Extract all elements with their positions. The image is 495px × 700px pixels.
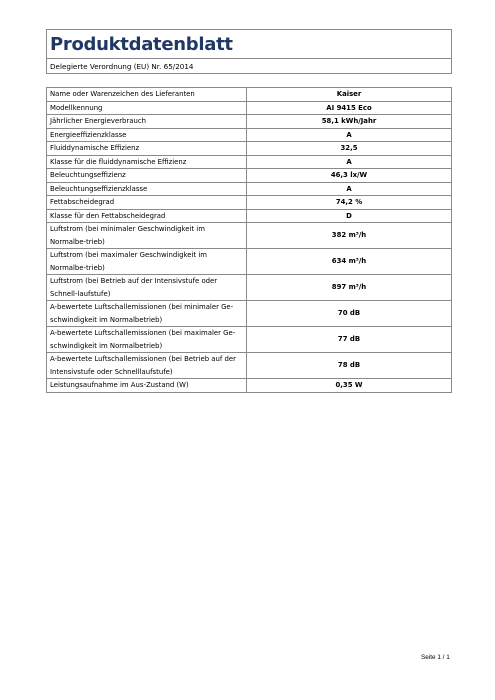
row-value: 0,35 W: [247, 379, 452, 393]
row-value: A: [247, 182, 452, 196]
row-label: Beleuchtungseffizienz: [47, 169, 247, 183]
table-row: [47, 128, 452, 142]
row-label: Fluiddynamische Effizienz: [47, 142, 247, 156]
regulation-box: [46, 59, 452, 74]
table-row: [47, 182, 452, 196]
regulation-text: Delegierte Verordnung (EU) Nr. 65/2014: [50, 61, 194, 71]
row-label: Jährlicher Energieverbrauch: [47, 115, 247, 129]
table-row: [47, 196, 452, 210]
table-row: [47, 327, 452, 353]
datasheet: [46, 29, 452, 393]
spec-table: [46, 87, 452, 393]
row-value: 32,5: [247, 142, 452, 156]
row-label: A-bewertete Luftschallemissionen (bei minimaler Ge-schwindigkeit im Normalbetrieb): [47, 301, 247, 327]
page-number: Seite 1 / 1: [421, 654, 450, 661]
row-value: 70 dB: [247, 301, 452, 327]
table-row: [47, 249, 452, 275]
row-label: Leistungsaufnahme im Aus-Zustand (W): [47, 379, 247, 393]
table-row: [47, 101, 452, 115]
row-value: Kaiser: [247, 88, 452, 102]
row-label: Modellkennung: [47, 101, 247, 115]
page-title: Produktdatenblatt: [50, 33, 233, 55]
table-row: [47, 155, 452, 169]
row-value: D: [247, 209, 452, 223]
table-row: [47, 223, 452, 249]
row-value: AI 9415 Eco: [247, 101, 452, 115]
row-value: 58,1 kWh/Jahr: [247, 115, 452, 129]
row-label: Fettabscheidegrad: [47, 196, 247, 210]
row-label: Beleuchtungseffizienzklasse: [47, 182, 247, 196]
table-row: [47, 301, 452, 327]
row-label: A-bewertete Luftschallemissionen (bei Betrieb auf der Intensivstufe oder Schnelllaufstufe): [47, 353, 247, 379]
row-label: Energieeffizienzklasse: [47, 128, 247, 142]
row-value: A: [247, 128, 452, 142]
table-row: [47, 275, 452, 301]
table-row: [47, 169, 452, 183]
spacer: [46, 74, 452, 87]
row-label: Klasse für die fluiddynamische Effizienz: [47, 155, 247, 169]
row-label: Luftstrom (bei minimaler Geschwindigkeit im Normalbe-trieb): [47, 223, 247, 249]
row-value: 46,3 lx/W: [247, 169, 452, 183]
title-box: [46, 29, 452, 59]
row-value: 77 dB: [247, 327, 452, 353]
row-value: 74,2 %: [247, 196, 452, 210]
row-label: Klasse für den Fettabscheidegrad: [47, 209, 247, 223]
row-value: 78 dB: [247, 353, 452, 379]
row-label: Name oder Warenzeichen des Lieferanten: [47, 88, 247, 102]
table-row: [47, 209, 452, 223]
table-row: [47, 115, 452, 129]
row-value: A: [247, 155, 452, 169]
table-row: [47, 379, 452, 393]
row-label: A-bewertete Luftschallemissionen (bei maximaler Ge-schwindigkeit im Normalbetrieb): [47, 327, 247, 353]
row-label: Luftstrom (bei maximaler Geschwindigkeit im Normalbe-trieb): [47, 249, 247, 275]
row-label: Luftstrom (bei Betrieb auf der Intensivstufe oder Schnell-laufstufe): [47, 275, 247, 301]
table-row: [47, 142, 452, 156]
table-row: [47, 353, 452, 379]
row-value: 897 m³/h: [247, 275, 452, 301]
row-value: 382 m³/h: [247, 223, 452, 249]
row-value: 634 m³/h: [247, 249, 452, 275]
table-row: [47, 88, 452, 102]
